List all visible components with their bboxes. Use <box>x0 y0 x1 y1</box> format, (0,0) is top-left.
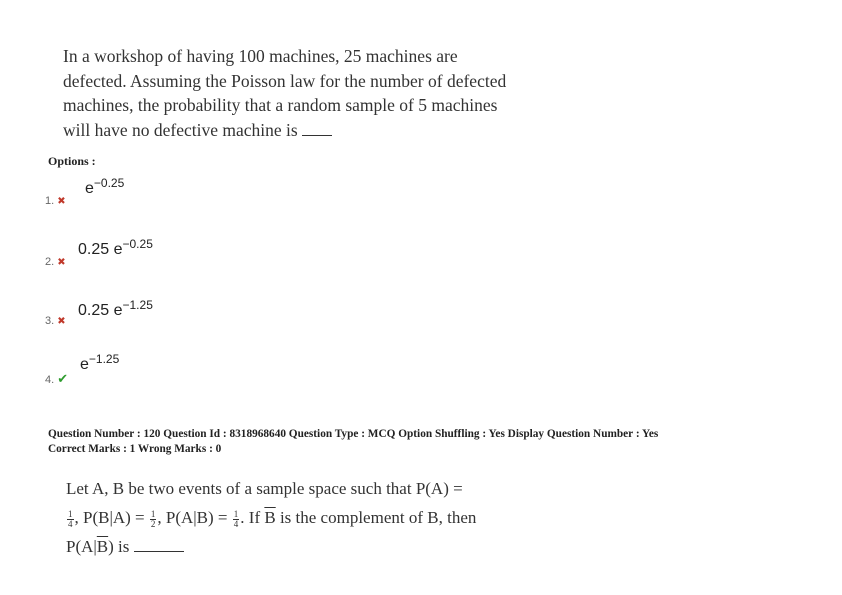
text-segment: , P(A|B) = <box>157 508 228 527</box>
option-coefficient: 0.25 <box>78 241 114 258</box>
fraction <box>67 510 74 529</box>
option-exponent: −0.25 <box>122 237 153 251</box>
option-exponent: −1.25 <box>88 352 120 366</box>
option-number-label: 4. <box>45 374 55 386</box>
answer-blank <box>134 539 184 552</box>
fraction-numerator: 1 <box>150 508 156 519</box>
question-2-line: Let A, B be two events of a sample space such that P(A) = <box>66 479 463 498</box>
option-base: e <box>80 356 89 373</box>
option-1-number <box>45 195 66 207</box>
question-1-line-text: will have no defective machine is <box>63 119 298 140</box>
fraction <box>150 510 157 529</box>
question-1-text <box>63 44 533 142</box>
option-coefficient: 0.25 <box>78 302 114 319</box>
question-1-line: In a workshop of having 100 machines, 25 machines are <box>63 46 458 66</box>
fraction-denominator: 4 <box>233 518 239 529</box>
fraction-denominator: 2 <box>150 518 156 529</box>
text-segment: , P(B|A) = <box>74 508 145 527</box>
option-2-number <box>45 256 66 268</box>
option-base: e <box>113 302 123 319</box>
answer-blank <box>302 123 332 136</box>
question-2-line <box>66 503 546 532</box>
checkmark-icon: ✔ <box>57 371 69 386</box>
question-1-line: defected. Assuming the Poisson law for the number of defected <box>63 70 507 91</box>
question-2-line <box>66 532 546 561</box>
option-4-number <box>45 371 68 387</box>
option-3-number <box>45 315 66 327</box>
option-number-label: 2. <box>45 256 55 268</box>
option-exponent: −1.25 <box>122 298 153 312</box>
complement-symbol: $\overline{B}$ <box>96 537 109 556</box>
fraction-numerator: 1 <box>233 508 239 519</box>
option-number-label: 3. <box>45 315 55 327</box>
option-number-label: 1. <box>45 195 55 207</box>
cross-icon: ✖ <box>57 257 66 268</box>
option-base: e <box>113 241 123 258</box>
fraction <box>233 510 240 529</box>
question-meta <box>48 427 748 457</box>
option-3-expression[interactable] <box>78 298 153 320</box>
text-segment: P(A| <box>66 537 97 556</box>
fraction-denominator: 4 <box>68 518 73 529</box>
option-1-expression[interactable] <box>85 176 125 198</box>
complement-symbol: $\overline{B}$ <box>264 508 276 527</box>
question-meta-line1: Question Number : 120 Question Id : 8318968640 Question Type : MCQ Option Shuffling : Yes Display Question Number : Yes <box>48 428 659 440</box>
text-segment: is the complement of B, then <box>275 508 477 527</box>
option-exponent: −0.25 <box>93 176 125 190</box>
question-2-text <box>66 474 546 561</box>
option-base: e <box>85 180 94 197</box>
options-label: Options : <box>48 154 96 168</box>
question-1-line: machines, the probability that a random sample of 5 machines <box>63 95 498 115</box>
question-meta-line2: Correct Marks : 1 Wrong Marks : 0 <box>48 443 222 455</box>
cross-icon: ✖ <box>57 196 66 207</box>
fraction-numerator: 1 <box>68 508 73 519</box>
cross-icon: ✖ <box>57 316 66 327</box>
option-2-expression[interactable] <box>78 237 153 259</box>
option-4-expression[interactable] <box>80 352 120 374</box>
question-1-line <box>63 118 533 143</box>
text-segment: ) is <box>108 537 130 556</box>
text-segment: . If <box>240 508 265 527</box>
